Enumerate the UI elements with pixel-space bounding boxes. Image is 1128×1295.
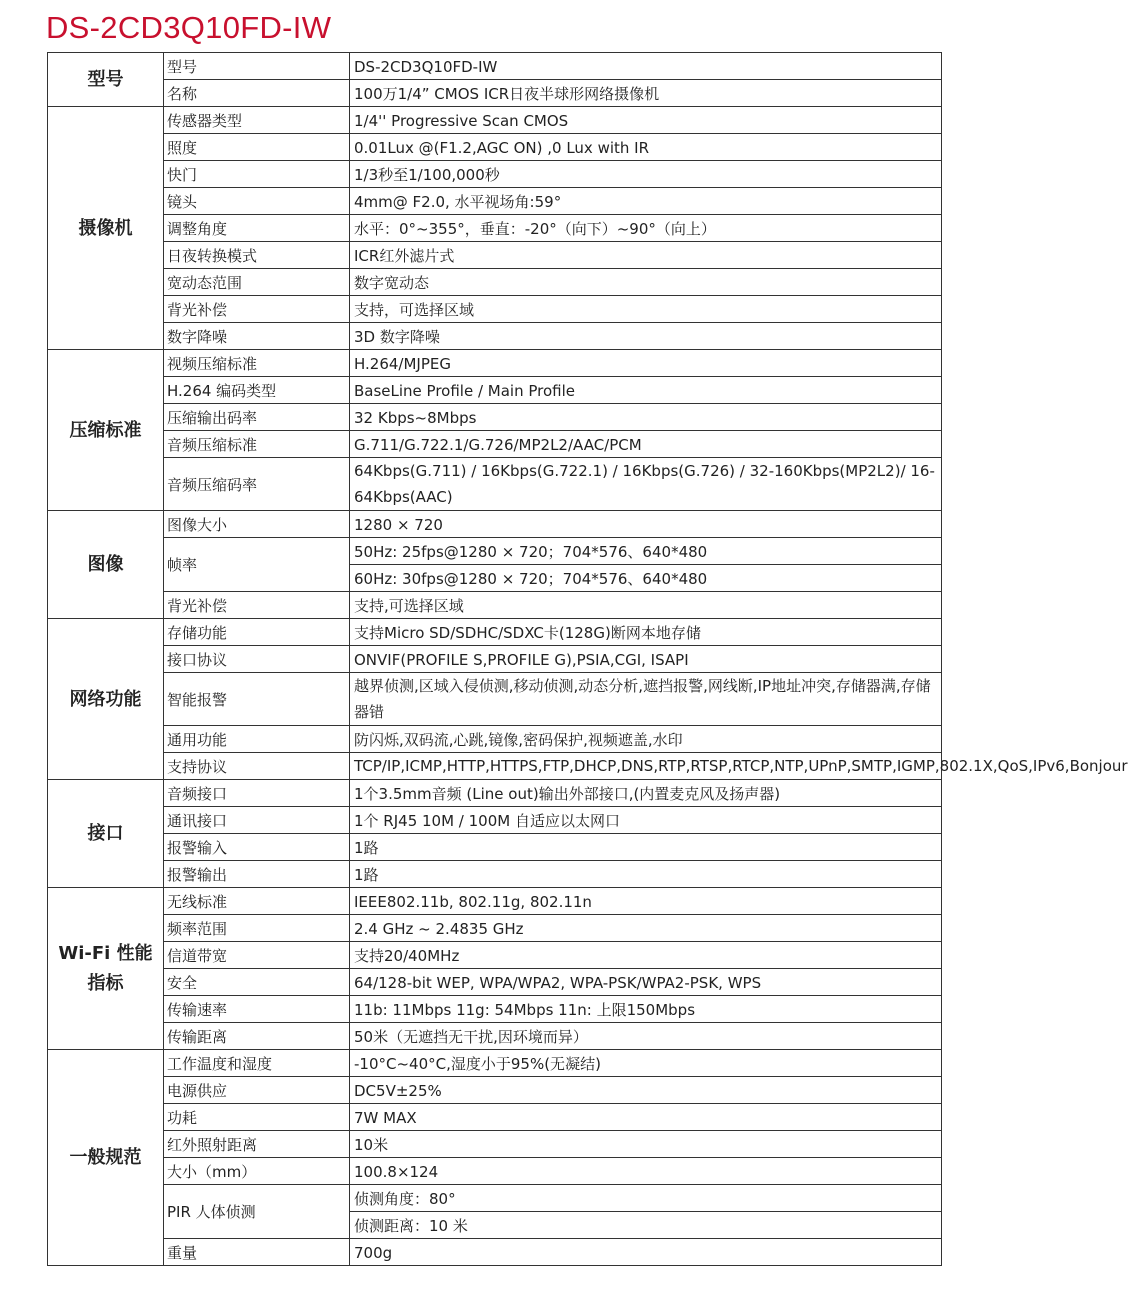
row-value: ONVIF(PROFILE S,PROFILE G),PSIA,CGI, ISAPI <box>350 646 942 673</box>
row-label: 红外照射距离 <box>164 1131 350 1158</box>
row-value: 1个3.5mm音频 (Line out)输出外部接口,(内置麦克风及扬声器) <box>350 780 942 807</box>
section-interface-label: 接口 <box>48 780 164 888</box>
row-value: 7W MAX <box>350 1104 942 1131</box>
row-label: 存储功能 <box>164 619 350 646</box>
row-label: 功耗 <box>164 1104 350 1131</box>
table-row <box>48 1077 942 1104</box>
table-row <box>48 1185 942 1212</box>
row-label: 报警输入 <box>164 834 350 861</box>
row-label: 背光补偿 <box>164 296 350 323</box>
section-network-label: 网络功能 <box>48 619 164 780</box>
row-value: 60Hz: 30fps@1280 × 720；704*576、640*480 <box>350 565 942 592</box>
row-label: 大小（mm） <box>164 1158 350 1185</box>
row-label: 安全 <box>164 969 350 996</box>
row-value: 支持Micro SD/SDHC/SDXC卡(128G)断网本地存储 <box>350 619 942 646</box>
row-label: 工作温度和湿度 <box>164 1050 350 1077</box>
row-label: H.264 编码类型 <box>164 377 350 404</box>
row-value: 100.8×124 <box>350 1158 942 1185</box>
table-row <box>48 969 942 996</box>
table-row <box>48 673 942 726</box>
row-value: 1/3秒至1/100,000秒 <box>350 161 942 188</box>
row-label: 通讯接口 <box>164 807 350 834</box>
row-value: 700g <box>350 1239 942 1266</box>
table-row <box>48 592 942 619</box>
table-row <box>48 646 942 673</box>
spec-table <box>47 52 1128 1266</box>
row-label: 音频压缩标准 <box>164 431 350 458</box>
table-row <box>48 511 942 538</box>
row-label: 信道带宽 <box>164 942 350 969</box>
table-row <box>48 1131 942 1158</box>
row-value: IEEE802.11b, 802.11g, 802.11n <box>350 888 942 915</box>
row-label: 视频压缩标准 <box>164 350 350 377</box>
row-value: -10°C~40°C,湿度小于95%(无凝结) <box>350 1050 942 1077</box>
row-value: 10米 <box>350 1131 942 1158</box>
row-label: 无线标准 <box>164 888 350 915</box>
row-value: 越界侦测,区域入侵侦测,移动侦测,动态分析,遮挡报警,网线断,IP地址冲突,存储器满,存储器错 <box>350 673 942 726</box>
row-value: DS-2CD3Q10FD-IW <box>350 53 942 80</box>
table-row <box>48 188 942 215</box>
row-value: 防闪烁,双码流,心跳,镜像,密码保护,视频遮盖,水印 <box>350 726 942 753</box>
row-value: 支持，可选择区域 <box>350 296 942 323</box>
row-label: 音频压缩码率 <box>164 458 350 511</box>
row-value: 支持20/40MHz <box>350 942 942 969</box>
table-row <box>48 1104 942 1131</box>
section-wifi-label: Wi-Fi 性能指标 <box>48 888 164 1050</box>
table-row <box>48 753 942 780</box>
row-label: 宽动态范围 <box>164 269 350 296</box>
row-value: 32 Kbps~8Mbps <box>350 404 942 431</box>
row-label: 音频接口 <box>164 780 350 807</box>
row-value: 50Hz: 25fps@1280 × 720；704*576、640*480 <box>350 538 942 565</box>
row-value: 3D 数字降噪 <box>350 323 942 350</box>
row-value: 0.01Lux @(F1.2,AGC ON) ,0 Lux with IR <box>350 134 942 161</box>
row-value: 2.4 GHz ~ 2.4835 GHz <box>350 915 942 942</box>
row-label: 镜头 <box>164 188 350 215</box>
row-value: 4mm@ F2.0, 水平视场角:59° <box>350 188 942 215</box>
row-value: 1280 × 720 <box>350 511 942 538</box>
row-label: 压缩输出码率 <box>164 404 350 431</box>
row-label: 接口协议 <box>164 646 350 673</box>
table-row <box>48 458 942 511</box>
row-label: 型号 <box>164 53 350 80</box>
table-row <box>48 538 942 565</box>
row-label: 图像大小 <box>164 511 350 538</box>
row-value: 数字宽动态 <box>350 269 942 296</box>
table-row <box>48 1050 942 1077</box>
row-label: 通用功能 <box>164 726 350 753</box>
row-value: 64/128-bit WEP, WPA/WPA2, WPA-PSK/WPA2-PSK, WPS <box>350 969 942 996</box>
row-label: 传感器类型 <box>164 107 350 134</box>
row-value: 侦测距离：10 米 <box>350 1212 942 1239</box>
table-row <box>48 269 942 296</box>
row-value: 1/4'' Progressive Scan CMOS <box>350 107 942 134</box>
table-row <box>48 134 942 161</box>
table-row <box>48 726 942 753</box>
row-label: 电源供应 <box>164 1077 350 1104</box>
row-label: 快门 <box>164 161 350 188</box>
section-image-label: 图像 <box>48 511 164 619</box>
section-camera-label: 摄像机 <box>48 107 164 350</box>
row-value: TCP/IP,ICMP,HTTP,HTTPS,FTP,DHCP,DNS,RTP,RTSP,RTCP,NTP,UPnP,SMTP,IGMP,802.1X,QoS,IPv6,Bonjour <box>350 753 942 780</box>
table-row <box>48 323 942 350</box>
row-value: 64Kbps(G.711) / 16Kbps(G.722.1) / 16Kbps(G.726) / 32-160Kbps(MP2L2)/ 16-64Kbps(AAC) <box>350 458 942 511</box>
section-general-label: 一般规范 <box>48 1050 164 1266</box>
row-value: BaseLine Profile / Main Profile <box>350 377 942 404</box>
table-row <box>48 1158 942 1185</box>
row-label: 数字降噪 <box>164 323 350 350</box>
table-row <box>48 377 942 404</box>
row-value: G.711/G.722.1/G.726/MP2L2/AAC/PCM <box>350 431 942 458</box>
table-row <box>48 431 942 458</box>
table-row <box>48 80 942 107</box>
row-label: 传输速率 <box>164 996 350 1023</box>
row-label: 频率范围 <box>164 915 350 942</box>
table-row <box>48 619 942 646</box>
row-label: 重量 <box>164 1239 350 1266</box>
row-value: 100万1/4” CMOS ICR日夜半球形网络摄像机 <box>350 80 942 107</box>
row-label: PIR 人体侦测 <box>164 1185 350 1239</box>
table-row <box>48 807 942 834</box>
table-row <box>48 942 942 969</box>
row-value: 支持,可选择区域 <box>350 592 942 619</box>
table-row <box>48 888 942 915</box>
row-label: 报警输出 <box>164 861 350 888</box>
row-value: 侦测角度：80° <box>350 1185 942 1212</box>
row-value: ICR红外滤片式 <box>350 242 942 269</box>
row-label: 照度 <box>164 134 350 161</box>
table-row <box>48 350 942 377</box>
table-row <box>48 780 942 807</box>
row-value: H.264/MJPEG <box>350 350 942 377</box>
row-value: 11b: 11Mbps 11g: 54Mbps 11n: 上限150Mbps <box>350 996 942 1023</box>
row-value: 水平：0°~355°，垂直：-20°（向下）~90°（向上） <box>350 215 942 242</box>
row-label: 背光补偿 <box>164 592 350 619</box>
table-row <box>48 996 942 1023</box>
row-value: 1路 <box>350 861 942 888</box>
section-compression-label: 压缩标准 <box>48 350 164 511</box>
row-value: DC5V±25% <box>350 1077 942 1104</box>
row-label: 调整角度 <box>164 215 350 242</box>
table-row <box>48 1023 942 1050</box>
row-label: 智能报警 <box>164 673 350 726</box>
row-label: 支持协议 <box>164 753 350 780</box>
row-value: 1路 <box>350 834 942 861</box>
table-row <box>48 1239 942 1266</box>
table-row <box>48 834 942 861</box>
page-title: DS-2CD3Q10FD-IW <box>46 10 332 45</box>
row-value: 50米（无遮挡无干扰,因环境而异） <box>350 1023 942 1050</box>
table-row <box>48 107 942 134</box>
table-row <box>48 861 942 888</box>
table-row <box>48 242 942 269</box>
table-row <box>48 915 942 942</box>
row-value: 1个 RJ45 10M / 100M 自适应以太网口 <box>350 807 942 834</box>
row-label: 日夜转换模式 <box>164 242 350 269</box>
row-label: 传输距离 <box>164 1023 350 1050</box>
row-label: 帧率 <box>164 538 350 592</box>
table-row <box>48 296 942 323</box>
section-model-label: 型号 <box>48 53 164 107</box>
table-row <box>48 215 942 242</box>
table-row <box>48 53 942 80</box>
table-row <box>48 161 942 188</box>
table-row <box>48 404 942 431</box>
row-label: 名称 <box>164 80 350 107</box>
